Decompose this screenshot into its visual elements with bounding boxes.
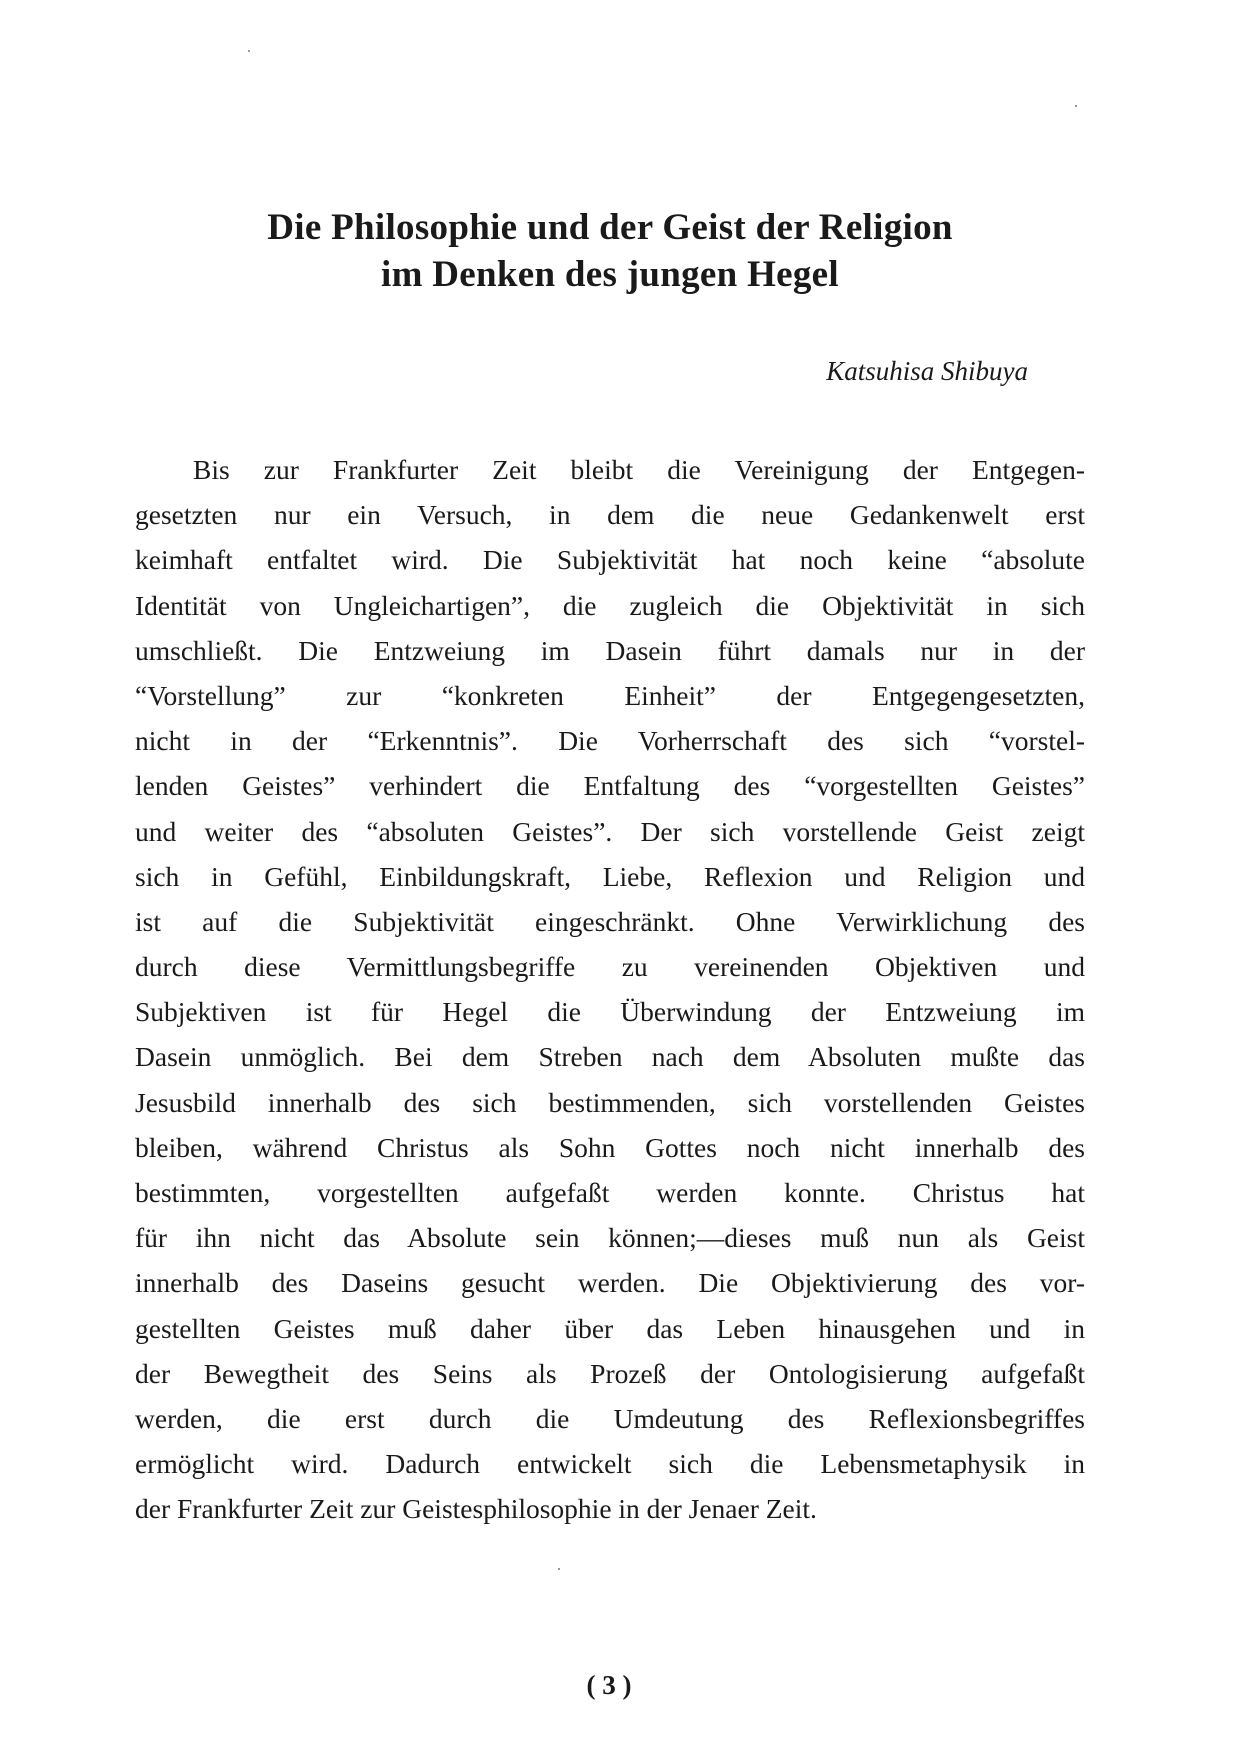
text-line — [135, 673, 1085, 718]
text-line — [135, 1396, 1085, 1441]
text-line-content: gestellten Geistes muß daher über das Leben hinausgehen und in — [135, 1312, 1085, 1344]
text-line — [135, 809, 1085, 854]
text-line-content: der Bewegtheit des Seins als Prozeß der Ontologisierung aufgefaßt — [135, 1357, 1085, 1389]
text-line — [135, 854, 1085, 899]
text-line-content: Subjektiven ist für Hegel die Überwindung der Entzweiung im — [135, 996, 1085, 1028]
text-line-content: Dasein unmöglich. Bei dem Streben nach dem Absoluten mußte das — [135, 1041, 1085, 1073]
text-line-content: Bis zur Frankfurter Zeit bleibt die Vereinigung der Entgegen- — [193, 454, 1085, 485]
text-line-content: durch diese Vermittlungsbegriffe zu vereinenden Objektiven und — [135, 951, 1085, 983]
text-line — [135, 1306, 1085, 1351]
text-line — [135, 583, 1085, 628]
text-line-content: Identität von Ungleichartigen”, die zugleich die Objektivität in sich — [135, 589, 1085, 621]
page-number: ( 3 ) — [586, 1670, 632, 1700]
text-line-content: werden, die erst durch die Umdeutung des Reflexionsbegriffes — [135, 1402, 1085, 1434]
text-line — [135, 1351, 1085, 1396]
text-line-content: und weiter des “absoluten Geistes”. Der sich vorstellende Geist zeigt — [135, 815, 1085, 847]
text-line — [135, 492, 1085, 537]
text-line-content: keimhaft entfaltet wird. Die Subjektivität hat noch keine “absolute — [135, 544, 1085, 576]
body-paragraph — [135, 447, 1085, 1532]
text-line-content: der Frankfurter Zeit zur Geistesphilosophie in der Jenaer Zeit. — [135, 1493, 817, 1525]
text-line — [135, 763, 1085, 808]
text-line — [135, 537, 1085, 582]
text-line — [135, 718, 1085, 763]
text-line-content: “Vorstellung” zur “konkreten Einheit” der Entgegengesetzten, — [135, 679, 1085, 711]
scan-speck — [248, 50, 250, 52]
text-line-content: bestimmten, vorgestellten aufgefaßt werden konnte. Christus hat — [135, 1177, 1085, 1208]
text-line-content: sich in Gefühl, Einbildungskraft, Liebe, Reflexion und Religion und — [135, 860, 1085, 892]
scan-speck — [558, 1568, 560, 1570]
text-line-content: innerhalb des Daseins gesucht werden. Die Objektivierung des vor- — [135, 1267, 1085, 1299]
title-line-1: Die Philosophie und der Geist der Religion — [267, 207, 953, 248]
text-line — [135, 1215, 1085, 1260]
text-line-content: ist auf die Subjektivität eingeschränkt. Ohne Verwirklichung des — [135, 905, 1085, 937]
text-line-content: lenden Geistes” verhindert die Entfaltung des “vorgestellten Geistes” — [135, 770, 1085, 802]
text-line — [135, 1170, 1085, 1215]
text-line — [135, 989, 1085, 1034]
text-line — [135, 1080, 1085, 1125]
text-line-content: bleiben, während Christus als Sohn Gottes noch nicht innerhalb des — [135, 1131, 1085, 1163]
text-line-content: umschließt. Die Entzweiung im Dasein führt damals nur in der — [135, 634, 1085, 666]
author: Katsuhisa Shibuya — [826, 356, 1028, 386]
text-line — [135, 447, 1085, 492]
text-line-content: Jesusbild innerhalb des sich bestimmenden, sich vorstellenden Geistes — [135, 1086, 1085, 1118]
text-line — [135, 1034, 1085, 1079]
text-line — [135, 1125, 1085, 1170]
text-line — [135, 944, 1085, 989]
text-line — [135, 1441, 1085, 1486]
text-line — [135, 899, 1085, 944]
text-line-content: ermöglicht wird. Dadurch entwickelt sich die Lebensmetaphysik in — [135, 1448, 1085, 1480]
text-line-content: für ihn nicht das Absolute sein können;—dieses muß nun als Geist — [135, 1222, 1085, 1254]
title-line-2: im Denken des jungen Hegel — [381, 254, 839, 295]
text-line-content: nicht in der “Erkenntnis”. Die Vorherrschaft des sich “vorstel- — [135, 725, 1085, 757]
text-line-content: gesetzten nur ein Versuch, in dem die neue Gedankenwelt erst — [135, 499, 1085, 531]
text-line — [135, 1486, 1085, 1531]
text-line — [135, 1260, 1085, 1305]
text-line — [135, 628, 1085, 673]
scan-speck — [1075, 105, 1077, 107]
